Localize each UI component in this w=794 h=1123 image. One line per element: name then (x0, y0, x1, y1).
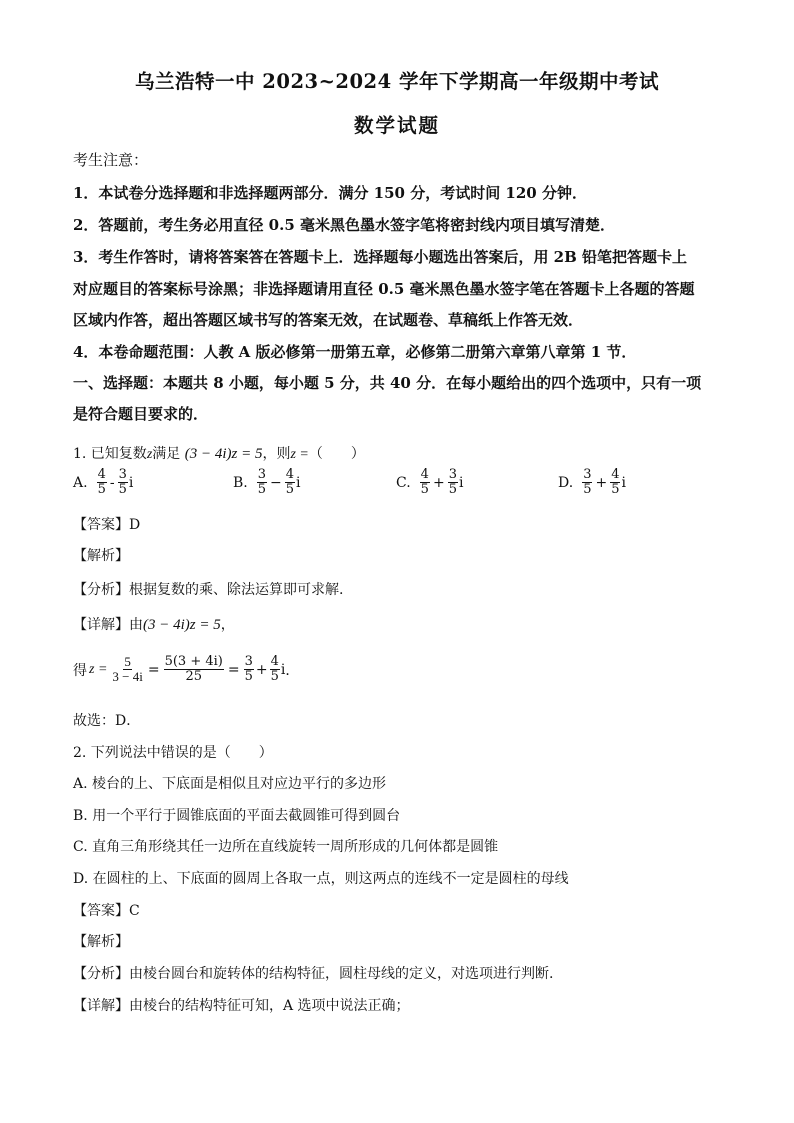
section-heading-cont: 是符合题目要求的． (73, 405, 209, 423)
page-subtitle: 数学试题 (353, 114, 440, 137)
fraction: $\frac{4}{5}$ (270, 654, 279, 684)
detail-suffix: ， (220, 617, 235, 633)
q1-equation: (3 − 4i)z = 5 (184, 446, 263, 462)
question-2-stem: 2. 下列说法中错误的是（ ） (73, 745, 273, 761)
q2-option-c: C. 直角三角形绕其任一边所在直线旋转一周所形成的几何体都是圆锥 (73, 839, 499, 855)
q1-derivation (73, 655, 299, 684)
q1-z-eq: z = (290, 447, 309, 462)
detail-equation: (3 − 4i)z = 5 (143, 617, 221, 633)
notice-item-4: 4．本卷命题范围：人教 A 版必修第一册第五章，必修第二册第六章第八章第 1 节． (73, 343, 637, 361)
q1-blank: （ ） (308, 446, 365, 462)
q1-option-b (233, 468, 301, 497)
fraction: $\frac{3}{5}$ (244, 654, 253, 684)
q1-middle: 满足 (152, 446, 181, 462)
notice-heading: 考生注意： (73, 151, 149, 169)
fraction: $\frac{4}{5}$ (285, 467, 295, 497)
q2-option-a: A. 棱台的上、下底面是相似且对应边平行的多边形 (73, 776, 387, 792)
option-label: A. (73, 474, 88, 491)
q1-option-d (558, 468, 626, 497)
answer-value: D (129, 517, 141, 533)
sign: - (109, 474, 115, 491)
section-heading: 一、选择题：本题共 8 小题，每小题 5 分，共 40 分．在每小题给出的四个选项中，只有一项 (73, 374, 702, 392)
option-label: C. (396, 474, 411, 491)
q1-detail (73, 614, 235, 634)
detail-tag: 【详解】 (73, 617, 129, 633)
derive-prefix: 得 (73, 662, 87, 679)
q1-option-a (73, 468, 133, 497)
fraction: $\frac{3}{5}$ (118, 467, 127, 497)
detail-text: 由棱台的结构特征可知，A 选项中说法正确； (129, 998, 410, 1014)
q1-conclusion: 故选：D． (73, 713, 141, 729)
option-label: D. (558, 474, 574, 491)
imag-unit: i (458, 474, 464, 491)
fraction: $\frac{3}{5}$ (257, 467, 267, 497)
q2-option-b: B. 用一个平行于圆锥底面的平面去截圆锥可得到圆台 (73, 808, 401, 824)
q1-fenxi (73, 579, 343, 599)
fraction: $\frac{4}{5}$ (611, 467, 620, 497)
sign: − (270, 474, 282, 491)
q1-var: z (146, 447, 153, 462)
question-1-stem (73, 443, 365, 463)
q1-after: ，则 (262, 446, 291, 462)
q2-detail (73, 995, 410, 1015)
imag-unit: i (280, 661, 286, 678)
derive-z: z = (89, 661, 108, 677)
q1-prefix: 1. 已知复数 (73, 446, 147, 462)
notice-item-3-cont2: 区域内作答，超出答题区域书写的答案无效，在试题卷、草稿纸上作答无效． (73, 311, 584, 329)
option-label: B. (233, 474, 248, 491)
equals: = (147, 661, 160, 678)
fraction: $\frac{5}{3 - 4i}$ (112, 654, 143, 684)
fenxi-text: 根据复数的乘、除法运算即可求解. (129, 582, 344, 598)
notice-item-2: 2．答题前，考生务必用直径 0.5 毫米黑色墨水签字笔将密封线内项目填写清楚． (73, 216, 615, 234)
equals: = (227, 661, 240, 678)
q1-analysis-tag: 【解析】 (73, 548, 129, 564)
notice-item-3: 3．考生作答时，请将答案答在答题卡上．选择题每小题选出答案后，用 2B 铅笔把答题卡上 (73, 248, 688, 266)
fraction: $\frac{4}{5}$ (97, 467, 106, 497)
fraction: $\frac{4}{5}$ (420, 467, 429, 497)
notice-item-1: 1．本试卷分选择题和非选择题两部分．满分 150 分，考试时间 120 分钟． (73, 184, 587, 202)
imag-unit: i (128, 474, 134, 491)
detail-prefix: 由 (129, 617, 143, 633)
sign: + (255, 661, 268, 678)
imag-unit: i (621, 474, 626, 491)
sign: + (595, 474, 608, 491)
notice-item-3-cont: 对应题目的答案标号涂黑；非选择题请用直径 0.5 毫米黑色墨水签字笔在答题卡上各题的答题 (73, 280, 695, 298)
fraction: $\frac{3}{5}$ (583, 467, 592, 497)
sign: + (432, 474, 445, 491)
answer-tag: 【答案】 (73, 517, 129, 533)
q2-answer (73, 900, 140, 920)
q2-option-d: D. 在圆柱的上、下底面的圆周上各取一点，则这两点的连线不一定是圆柱的母线 (73, 871, 569, 887)
q2-analysis-tag: 【解析】 (73, 934, 129, 950)
answer-tag: 【答案】 (73, 903, 129, 919)
fenxi-tag: 【分析】 (73, 582, 129, 598)
fenxi-tag: 【分析】 (73, 966, 129, 982)
q1-option-c (396, 468, 463, 497)
page-title: 乌兰浩特一中 2023~2024 学年下学期高一年级期中考试 (135, 70, 659, 93)
fraction: $\frac{3}{5}$ (448, 467, 457, 497)
fenxi-text: 由棱台圆台和旋转体的结构特征，圆柱母线的定义，对选项进行判断. (129, 966, 554, 982)
detail-tag: 【详解】 (73, 998, 129, 1014)
answer-value: C (129, 903, 140, 919)
imag-unit: i (296, 474, 301, 491)
q1-answer (73, 514, 140, 534)
q2-fenxi (73, 963, 553, 983)
fraction: $\frac{5(3 + 4i)}{25}$ (164, 654, 223, 684)
derive-end: ． (285, 662, 300, 679)
